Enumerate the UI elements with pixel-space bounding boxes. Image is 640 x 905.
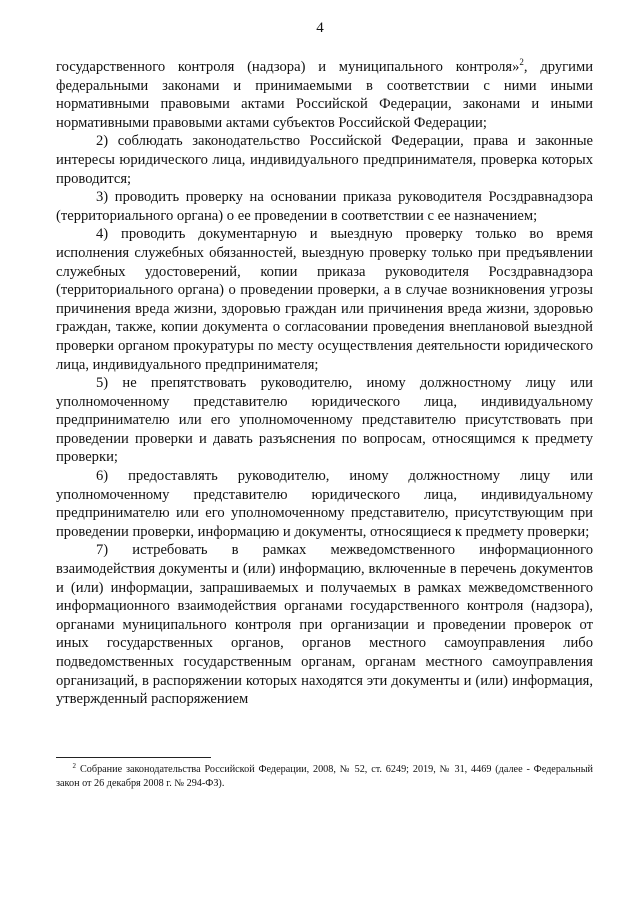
footnote-mark-wrap [56, 763, 76, 777]
list-item-4: 4) проводить документарную и выездную проверку только во время исполнения служебных обязанностей, выездную проверку только при предъявлении служебных удостоверений, копии приказа руководителя Росздравнадзора (территориального органа) о проведении проверки, а в случае возникновения угрозы причинения вреда жизни, здоровью граждан или причинения вреда жизни, здоровью граждан, также, копии документа о согласовании проведения внеплановой выездной проверки органом прокуратуры по месту осуществления деятельности юридического лица, индивидуального предпринимателя; [56, 226, 593, 373]
paragraph-text: государственного контроля (надзора) и муниципального контроля» [56, 59, 520, 75]
footnote-mark: 2 [72, 762, 76, 770]
page-number: 4 [316, 20, 324, 36]
footnote-text: Собрание законодательства Российской Федерации, 2008, № 52, ст. 6249; 2019, № 31, 4469 (далее - Федеральный закон от 26 декабря 2008 г. № 294-ФЗ). [56, 764, 593, 789]
list-item-2: 2) соблюдать законодательство Российской Федерации, права и законные интересы юридического лица, индивидуального предпринимателя, проверка которых проводится; [56, 133, 593, 187]
footnote [56, 763, 593, 790]
list-item-3: 3) проводить проверку на основании приказа руководителя Росздравнадзора (территориального органа) о ее проведении в соответствии с ее назначением; [56, 189, 593, 224]
paragraph-continuation [56, 58, 593, 132]
document-body [56, 58, 593, 709]
list-item-7: 7) истребовать в рамках межведомственного информационного взаимодействия документы и (или) информацию, включенные в перечень документов и (или) информации, запрашиваемых и получаемых в рамках межведомственного информационного взаимодействия органами государственного контроля (надзора), органами муниципального контроля при организации и проведении проверок от иных государственных органов, органов местного самоуправления либо подведомственных государственным органам, органам местного самоуправления организаций, в распоряжении которых находятся эти документы и (или) информация, утвержденный распоряжением [56, 542, 593, 708]
footnote-divider [56, 757, 211, 758]
paragraph-text-rest: , другими федеральными законами и принимаемыми в соответствии с ними иными нормативными правовыми актами Российской Федерации, законами и иными нормативными правовыми актами субъектов Российской Федерации; [56, 59, 594, 131]
list-item-6: 6) предоставлять руководителю, иному должностному лицу или уполномоченному представителю юридического лица, индивидуальному предпринимателю или его уполномоченному представителю, присутствующим при проведении проверки, информацию и документы, относящиеся к предмету проверки; [56, 468, 593, 540]
list-item-5: 5) не препятствовать руководителю, иному должностному лицу или уполномоченному представителю юридического лица, индивидуальному предпринимателю или его уполномоченному представителю присутствовать при проведении проверки и давать разъяснения по вопросам, относящимся к предмету проверки; [56, 375, 593, 466]
footnote-reference: 2 [519, 57, 524, 67]
